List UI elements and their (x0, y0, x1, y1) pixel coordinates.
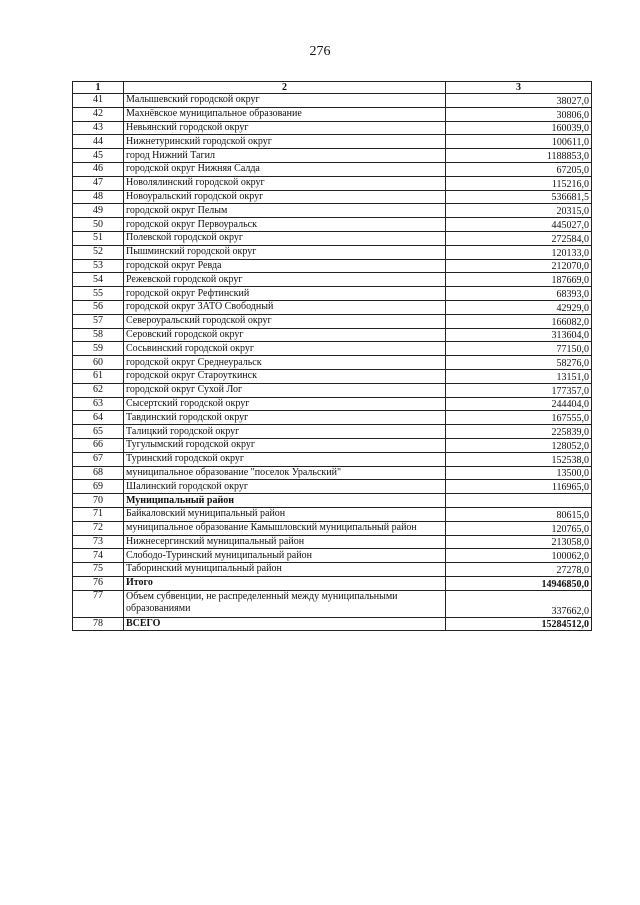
row-value: 116965,0 (446, 480, 592, 494)
table-body (73, 94, 592, 631)
table-row (73, 480, 592, 494)
table-row (73, 563, 592, 577)
row-value: 160039,0 (446, 121, 592, 135)
row-number: 75 (73, 563, 124, 577)
row-value: 38027,0 (446, 94, 592, 108)
row-value: 120765,0 (446, 521, 592, 535)
row-name: городской округ Первоуральск (124, 218, 446, 232)
row-value: 20315,0 (446, 204, 592, 218)
table-row (73, 259, 592, 273)
table-row (73, 342, 592, 356)
page-number: 276 (309, 44, 331, 59)
row-value: 128052,0 (446, 438, 592, 452)
row-number: 69 (73, 480, 124, 494)
row-number: 51 (73, 231, 124, 245)
row-name: Новоуральский городской округ (124, 190, 446, 204)
row-name: Пышминский городской округ (124, 245, 446, 259)
table-row (73, 149, 592, 163)
row-name: Режевской городской округ (124, 273, 446, 287)
row-value: 100611,0 (446, 135, 592, 149)
row-number: 53 (73, 259, 124, 273)
table-row (73, 314, 592, 328)
header-col-1: 1 (73, 82, 124, 94)
row-value: 27278,0 (446, 563, 592, 577)
row-value: 272584,0 (446, 231, 592, 245)
table-row (73, 135, 592, 149)
table-row (73, 356, 592, 370)
table-row (73, 452, 592, 466)
row-name: Сосьвинский городской округ (124, 342, 446, 356)
row-number: 77 (73, 590, 124, 617)
header-col-2: 2 (124, 82, 446, 94)
table-row (73, 162, 592, 176)
row-value: 212070,0 (446, 259, 592, 273)
table-row (73, 273, 592, 287)
row-value: 166082,0 (446, 314, 592, 328)
row-number: 62 (73, 383, 124, 397)
row-number: 46 (73, 162, 124, 176)
table-row (73, 190, 592, 204)
table-row (73, 176, 592, 190)
row-name: Нижнетуринский городской округ (124, 135, 446, 149)
row-number: 72 (73, 521, 124, 535)
table-row (73, 204, 592, 218)
table-row (73, 94, 592, 108)
row-value: 244404,0 (446, 397, 592, 411)
table-header (73, 82, 592, 94)
row-value: 167555,0 (446, 411, 592, 425)
row-number: 68 (73, 466, 124, 480)
row-value: 177357,0 (446, 383, 592, 397)
row-number: 44 (73, 135, 124, 149)
row-value: 68393,0 (446, 287, 592, 301)
table-row (73, 107, 592, 121)
row-number: 73 (73, 535, 124, 549)
row-number: 61 (73, 369, 124, 383)
row-value: 14946850,0 (446, 576, 592, 590)
row-name: Невьянский городской округ (124, 121, 446, 135)
row-name: Полевской городской округ (124, 231, 446, 245)
row-name: Тавдинский городской округ (124, 411, 446, 425)
row-name: Байкаловский муниципальный район (124, 507, 446, 521)
row-number: 76 (73, 576, 124, 590)
row-value: 13151,0 (446, 369, 592, 383)
row-name: городской округ Нижняя Салда (124, 162, 446, 176)
row-value: 42929,0 (446, 300, 592, 314)
row-name: Малышевский городской округ (124, 94, 446, 108)
table-row (73, 245, 592, 259)
row-value: 337662,0 (446, 590, 592, 617)
table-row (73, 617, 592, 631)
row-number: 65 (73, 425, 124, 439)
row-value: 187669,0 (446, 273, 592, 287)
row-number: 50 (73, 218, 124, 232)
row-value: 445027,0 (446, 218, 592, 232)
row-name: городской округ Среднеуральск (124, 356, 446, 370)
row-value: 1188853,0 (446, 149, 592, 163)
row-name: Серовский городской округ (124, 328, 446, 342)
row-name: муниципальное образование "поселок Уральский" (124, 466, 446, 480)
row-name: муниципальное образование Камышловский муниципальный район (124, 521, 446, 535)
row-value: 15284512,0 (446, 617, 592, 631)
row-number: 60 (73, 356, 124, 370)
row-value (446, 494, 592, 508)
row-name: Туринский городской округ (124, 452, 446, 466)
row-number: 54 (73, 273, 124, 287)
row-number: 45 (73, 149, 124, 163)
row-value: 115216,0 (446, 176, 592, 190)
table-row (73, 576, 592, 590)
row-name: Слободо-Туринский муниципальный район (124, 549, 446, 563)
row-number: 78 (73, 617, 124, 631)
row-number: 74 (73, 549, 124, 563)
table-row (73, 328, 592, 342)
row-name: Таборинский муниципальный район (124, 563, 446, 577)
row-name: Муниципальный район (124, 494, 446, 508)
row-number: 43 (73, 121, 124, 135)
row-number: 70 (73, 494, 124, 508)
row-name: городской округ Сухой Лог (124, 383, 446, 397)
row-value: 30806,0 (446, 107, 592, 121)
row-name: Махнёвское муниципальное образование (124, 107, 446, 121)
row-name: городской округ Пелым (124, 204, 446, 218)
row-value: 120133,0 (446, 245, 592, 259)
row-number: 41 (73, 94, 124, 108)
table-row (73, 397, 592, 411)
table-row (73, 425, 592, 439)
row-name: Нижнесергинский муниципальный район (124, 535, 446, 549)
row-number: 49 (73, 204, 124, 218)
table-row (73, 231, 592, 245)
header-col-3: 3 (446, 82, 592, 94)
table-row (73, 535, 592, 549)
table-row (73, 549, 592, 563)
row-value: 213058,0 (446, 535, 592, 549)
row-name: ВСЕГО (124, 617, 446, 631)
row-number: 58 (73, 328, 124, 342)
table-row (73, 383, 592, 397)
row-name: Североуральский городской округ (124, 314, 446, 328)
row-number: 63 (73, 397, 124, 411)
row-value: 100062,0 (446, 549, 592, 563)
table-row (73, 507, 592, 521)
row-number: 56 (73, 300, 124, 314)
row-number: 57 (73, 314, 124, 328)
row-number: 64 (73, 411, 124, 425)
table-row (73, 411, 592, 425)
row-value: 13500,0 (446, 466, 592, 480)
table-row (73, 494, 592, 508)
row-value: 152538,0 (446, 452, 592, 466)
row-name: Тугулымский городской округ (124, 438, 446, 452)
row-value: 536681,5 (446, 190, 592, 204)
row-value: 58276,0 (446, 356, 592, 370)
table-row (73, 300, 592, 314)
row-name: Талицкий городской округ (124, 425, 446, 439)
row-name: городской округ Староуткинск (124, 369, 446, 383)
row-value: 67205,0 (446, 162, 592, 176)
row-name: Сысертский городской округ (124, 397, 446, 411)
row-name: город Нижний Тагил (124, 149, 446, 163)
row-name: Объем субвенции, не распределенный между муниципальными образованиями (124, 590, 446, 617)
row-value: 77150,0 (446, 342, 592, 356)
row-number: 52 (73, 245, 124, 259)
row-name: городской округ ЗАТО Свободный (124, 300, 446, 314)
row-name: городской округ Ревда (124, 259, 446, 273)
table-row (73, 590, 592, 617)
subvention-table (72, 81, 592, 631)
row-number: 66 (73, 438, 124, 452)
row-number: 71 (73, 507, 124, 521)
table-row (73, 438, 592, 452)
row-number: 47 (73, 176, 124, 190)
row-number: 42 (73, 107, 124, 121)
row-number: 67 (73, 452, 124, 466)
table-row (73, 121, 592, 135)
row-number: 55 (73, 287, 124, 301)
row-name: городской округ Рефтинский (124, 287, 446, 301)
row-value: 313604,0 (446, 328, 592, 342)
row-value: 225839,0 (446, 425, 592, 439)
row-name: Итого (124, 576, 446, 590)
table-row (73, 218, 592, 232)
table-row (73, 466, 592, 480)
row-value: 80615,0 (446, 507, 592, 521)
table-row (73, 287, 592, 301)
table-row (73, 521, 592, 535)
row-number: 59 (73, 342, 124, 356)
row-number: 48 (73, 190, 124, 204)
row-name: Новолялинский городской округ (124, 176, 446, 190)
row-name: Шалинский городской округ (124, 480, 446, 494)
table-row (73, 369, 592, 383)
